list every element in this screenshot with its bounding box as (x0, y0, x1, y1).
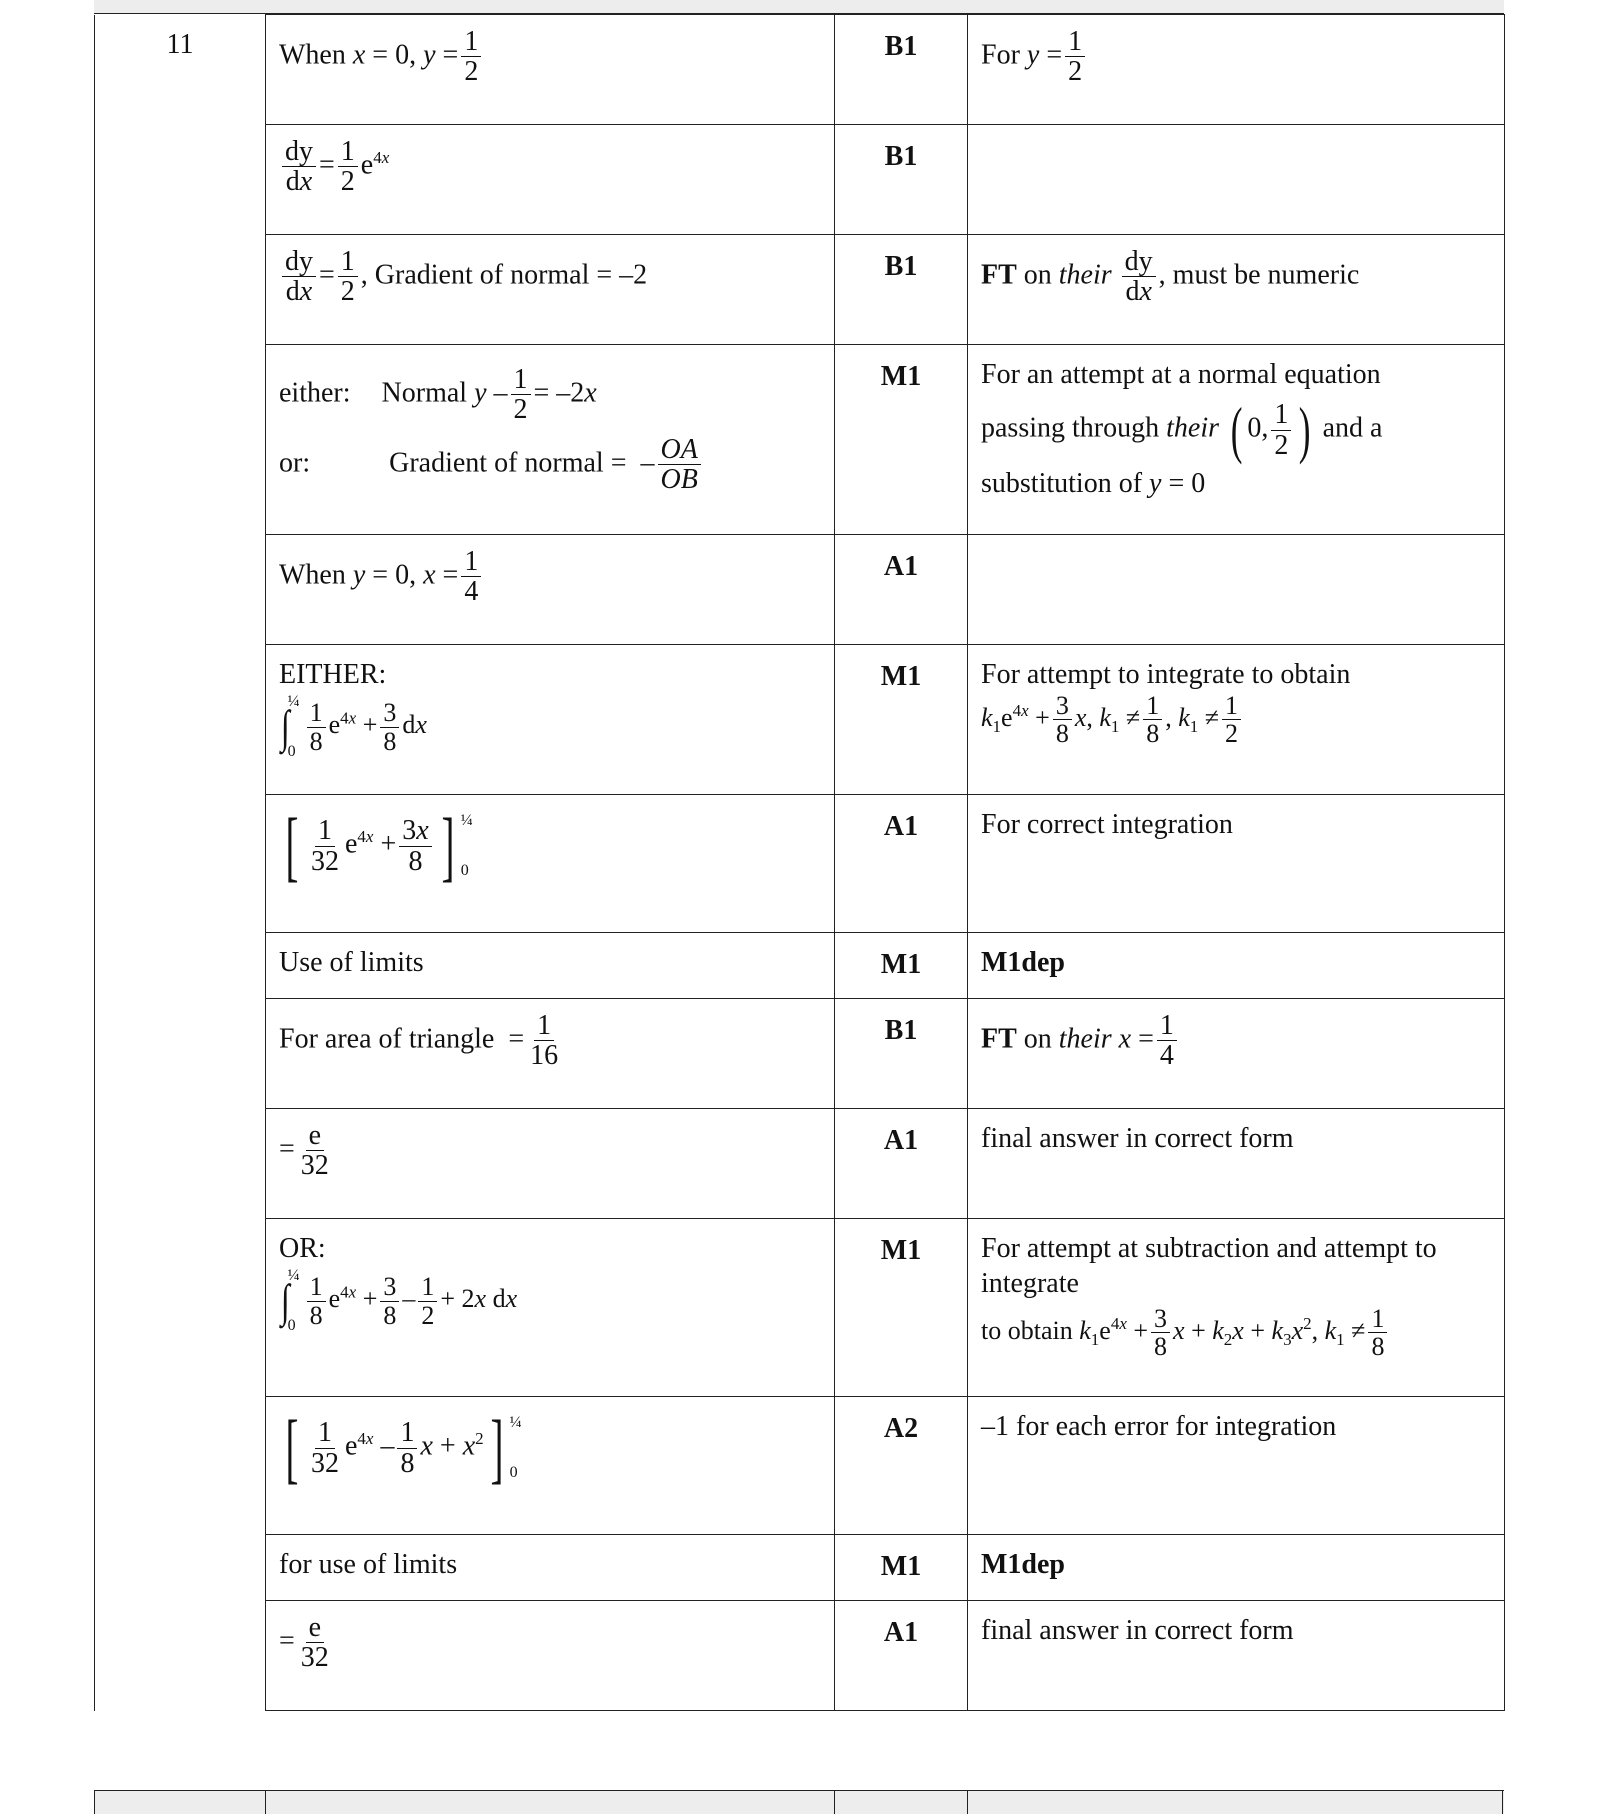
working-cell: = $\frac{e}{32}$ (266, 1109, 835, 1219)
question-number: 11 (95, 15, 266, 1711)
mark-cell: A1 (835, 535, 968, 645)
when-label: When (279, 39, 346, 71)
working-cell: OR: ∫ ¼ 0 $\frac{1}{8}$ $e^{4x}$ + $\frac{3}{8}$ – $\frac{1}{2}$ + 2x dx (266, 1219, 835, 1397)
mark-cell: A2 (835, 1397, 968, 1535)
table-row (95, 933, 1505, 999)
mark-cell: M1 (835, 933, 968, 999)
working-cell: When y = 0, x = $\frac{1}{4}$ (266, 535, 835, 645)
working-cell: [ $\frac{1}{32}$ $e^{4x}$ – $\frac{1}{8}$ $x + x^2$] ¼ 0 (266, 1397, 835, 1535)
mark-cell: M1 (835, 645, 968, 795)
working-cell: EITHER: ∫ ¼ 0 $\frac{1}{8}$ $e^{4x}$ + $\frac{3}{8}$ dx (266, 645, 835, 795)
mark-cell: M1 (835, 1535, 968, 1601)
comment-cell: For an attempt at a normal equation passing through their ( 0, $\frac{1}{2}$ ) and a substitution of y = 0 (968, 345, 1505, 535)
working-cell: $\frac{dy}{dx}$ = $\frac{1}{2}$ , Gradient of normal = –2 (266, 235, 835, 345)
working-cell: either: Normal y – $\frac{1}{2}$ = –2x or: Gradient of normal = – $\frac{OA}{OB}$ (266, 345, 835, 535)
table-row (95, 235, 1505, 345)
mark-cell: A1 (835, 795, 968, 933)
working-cell: $\frac{dy}{dx}$ = $\frac{1}{2}$ $e^{4x}$ (266, 125, 835, 235)
table-row (95, 535, 1505, 645)
mark-cell: A1 (835, 1601, 968, 1711)
table-row (95, 15, 1505, 125)
table-row (95, 1601, 1505, 1711)
mark-cell: B1 (835, 125, 968, 235)
next-table-edge (94, 1790, 1504, 1814)
comment-cell: For attempt to integrate to obtain $k_1e^{4x}$ + $\frac{3}{8}$ x, $k_1$ ≠ $\frac{1}{8}$ , $k_1$ ≠ $\frac{1}{2}$ (968, 645, 1505, 795)
table-row (95, 1109, 1505, 1219)
mark-cell: B1 (835, 235, 968, 345)
working-cell: Use of limits (266, 933, 835, 999)
table-row (95, 795, 1505, 933)
comment-cell (968, 535, 1505, 645)
working-cell: = $\frac{e}{32}$ (266, 1601, 835, 1711)
comment-cell: –1 for each error for integration (968, 1397, 1505, 1535)
working-cell: for use of limits (266, 1535, 835, 1601)
working-cell: When x = 0, y = $\frac{1}{2}$ (266, 15, 835, 125)
comment-cell (968, 125, 1505, 235)
working-cell: For area of triangle = $\frac{1}{16}$ (266, 999, 835, 1109)
comment-cell: final answer in correct form (968, 1601, 1505, 1711)
comment-cell: M1dep (968, 1535, 1505, 1601)
mark-cell: B1 (835, 999, 968, 1109)
comment-cell: For y = $\frac{1}{2}$ (968, 15, 1505, 125)
comment-cell: FT on their x = $\frac{1}{4}$ (968, 999, 1505, 1109)
comment-cell: M1dep (968, 933, 1505, 999)
table-row (95, 999, 1505, 1109)
table-row (95, 645, 1505, 795)
table-row (95, 1397, 1505, 1535)
previous-table-edge (94, 0, 1504, 14)
working-cell: [ $\frac{1}{32}$ $e^{4x}$ + $\frac{3x}{8}$ ] ¼ 0 (266, 795, 835, 933)
table-row (95, 125, 1505, 235)
table-row (95, 345, 1505, 535)
table-row (95, 1219, 1505, 1397)
comment-cell: For attempt at subtraction and attempt to integrate to obtain $k_1e^{4x}$ + $\frac{3}{8}$ $x + k_2x + k_3x^2$, $k_1$ ≠ $\frac{1}{8}$ (968, 1219, 1505, 1397)
comment-cell: For correct integration (968, 795, 1505, 933)
mark-cell: B1 (835, 15, 968, 125)
mark-scheme-table (94, 14, 1504, 1711)
table-row (95, 1535, 1505, 1601)
comment-cell: FT on their $\frac{dy}{dx}$ , must be numeric (968, 235, 1505, 345)
mark-cell: M1 (835, 1219, 968, 1397)
mark-cell: A1 (835, 1109, 968, 1219)
mark-cell: M1 (835, 345, 968, 535)
comment-cell: final answer in correct form (968, 1109, 1505, 1219)
